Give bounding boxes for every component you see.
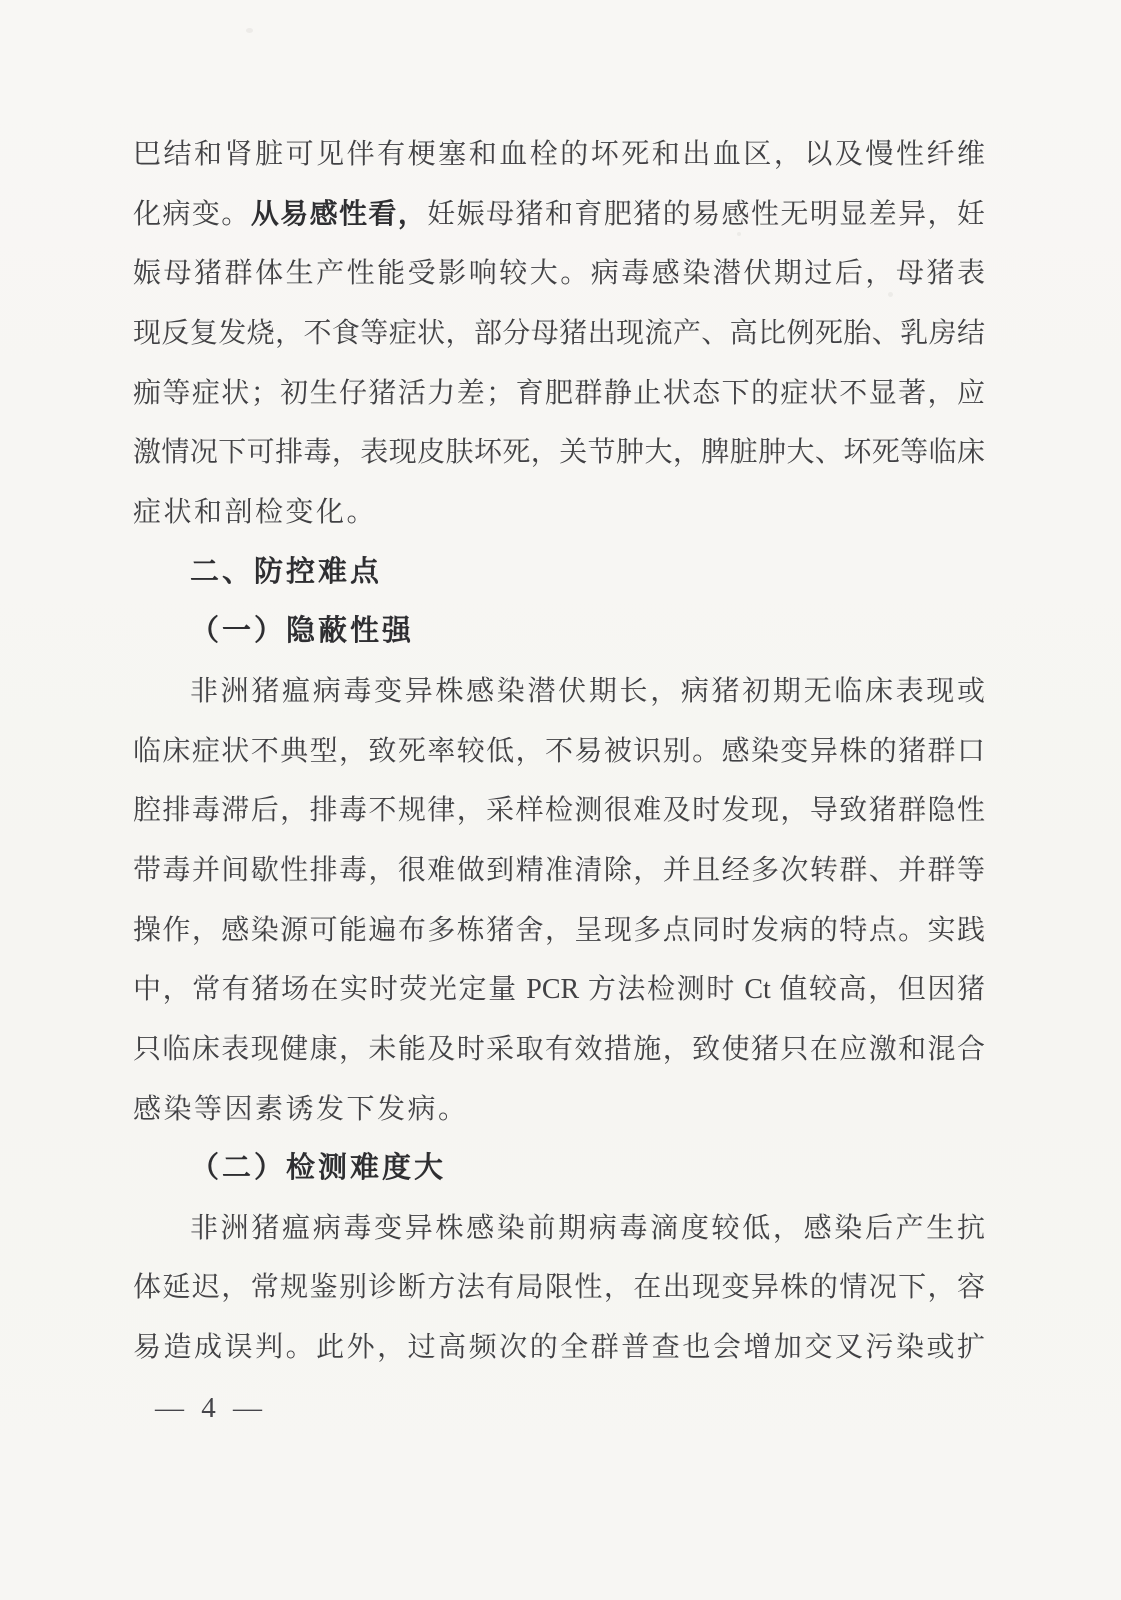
scan-artifact [246,28,253,33]
paragraph-line: 非洲猪瘟病毒变异株感染前期病毒滴度较低，感染后产生抗 [190,1212,985,1244]
paragraph-line: 痂等症状；初生仔猪活力差；育肥群静止状态下的症状不显著，应 [133,377,985,409]
text-segment: 化病变。 [133,198,251,230]
subsection-heading-1: （一）隐蔽性强 [190,615,415,648]
paragraph-line: 临床症状不典型，致死率较低，不易被识别。感染变异株的猪群口 [133,735,985,767]
paragraph-line: 只临床表现健康，未能及时采取有效措施，致使猪只在应激和混合 [133,1033,985,1065]
paragraph-line: 体延迟，常规鉴别诊断方法有局限性，在出现变异株的情况下，容 [133,1272,985,1304]
section-heading-2: 二、防控难点 [190,555,383,588]
paragraph-line: 感染等因素诱发下发病。 [133,1093,469,1125]
paragraph-line: 操作，感染源可能遍布多栋猪舍，呈现多点同时发病的特点。实践 [133,914,985,946]
paragraph-line: 中，常有猪场在实时荧光定量 PCR 方法检测时 Ct 值较高，但因猪 [133,974,985,1006]
subsection-heading-2: （二）检测难度大 [190,1152,447,1185]
paragraph-line: 腔排毒滞后，排毒不规律，采样检测很难及时发现，导致猪群隐性 [133,795,985,827]
paragraph-line: 症状和剖检变化。 [133,496,378,528]
bold-text-segment: 从易感性看， [250,198,428,230]
page-number: — 4 — [155,1392,267,1424]
paragraph-2 [133,662,985,1139]
paragraph-line: 巴结和肾脏可见伴有梗塞和血栓的坏死和出血区，以及慢性纤维 [133,139,985,170]
paragraph-3 [133,1199,985,1378]
text-segment: 妊娠母猪和育肥猪的易感性无明显差异，妊 [427,198,985,230]
paragraph-line: 现反复发烧，不食等症状，部分母猪出现流产、高比例死胎、乳房结 [133,317,985,349]
paragraph-line: 娠母猪群体生产性能受影响较大。病毒感染潜伏期过后，母猪表 [133,258,985,290]
paragraph-line: 带毒并间歇性排毒，很难做到精准清除，并且经多次转群、并群等 [133,854,985,886]
paragraph-line: 易造成误判。此外，过高频次的全群普查也会增加交叉污染或扩 [133,1332,985,1364]
paragraph-line: 非洲猪瘟病毒变异株感染潜伏期长，病猪初期无临床表现或 [190,675,985,707]
paragraph-1 [133,125,985,543]
document-body [133,125,985,1378]
paragraph-line [133,185,985,245]
paragraph-line: 激情况下可排毒，表现皮肤坏死，关节肿大，脾脏肿大、坏死等临床 [133,437,985,469]
